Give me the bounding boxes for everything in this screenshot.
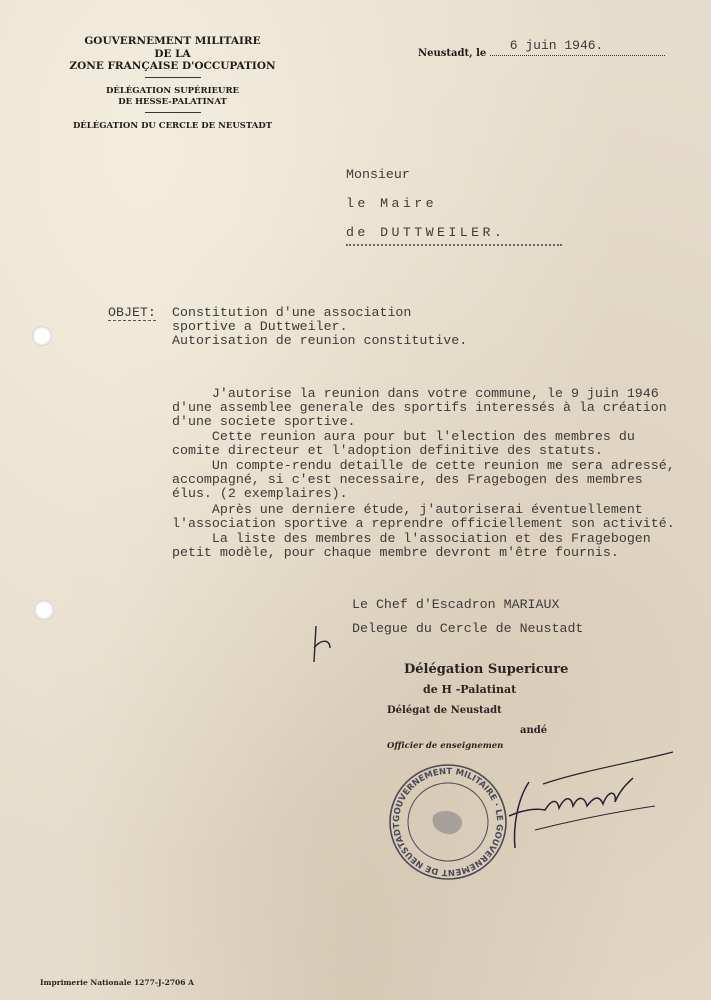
letterhead-rule-2 bbox=[145, 112, 201, 113]
stamp-line-5: Officier de enseignemen bbox=[387, 741, 504, 751]
letterhead-rule-1 bbox=[145, 77, 201, 78]
letterhead-line-2: DE LA bbox=[154, 47, 191, 60]
delegation-line-2: DE HESSE-PALATINAT bbox=[118, 96, 227, 107]
body-line-9: Après une derniere étude, j'autoriserai éventuellement bbox=[172, 502, 643, 517]
letterhead-line-1: GOUVERNEMENT MILITAIRE bbox=[84, 35, 261, 47]
punch-hole-top bbox=[32, 326, 52, 346]
body-line-12: petit modèle, pour chaque membre devront m'être fournis. bbox=[172, 545, 619, 560]
date-place: Neustadt, le bbox=[418, 48, 487, 59]
subject-line-3: Autorisation de reunion constitutive. bbox=[172, 333, 468, 348]
body-line-8: élus. (2 exemplaires). bbox=[172, 486, 348, 501]
recipient-line-2: le Maire bbox=[346, 196, 438, 211]
stamp-line-2: de H -Palatinat bbox=[423, 683, 517, 696]
body-line-1: J'autorise la reunion dans votre commune, le 9 juin 1946 bbox=[172, 386, 659, 401]
body-line-3: d'une societe sportive. bbox=[172, 414, 356, 429]
date-value: 6 juin 1946. bbox=[509, 38, 604, 53]
printer-imprint: Imprimerie Nationale 1277-J-2706 A bbox=[40, 978, 194, 987]
stamp-line-3: Délégat de Neustadt bbox=[387, 705, 502, 716]
date-line bbox=[418, 38, 670, 59]
handwritten-signature bbox=[505, 748, 685, 858]
signature-line-1: Le Chef d'Escadron MARIAUX bbox=[352, 597, 560, 612]
body-line-6: Un compte-rendu detaille de cette reunion me sera adressé, bbox=[172, 458, 675, 473]
signature-line-2: Delegue du Cercle de Neustadt bbox=[352, 621, 584, 636]
punch-hole-bottom bbox=[34, 600, 54, 620]
body-line-4: Cette reunion aura pour but l'election des membres du bbox=[172, 429, 635, 444]
recipient-line-3: de DUTTWEILER. bbox=[346, 225, 506, 240]
seal-text: GOUVERNEMENT MILITAIRE · LE GOUVERNEMENT DE NEUSTADT bbox=[391, 766, 505, 878]
delegation-line-1: DÉLÉGATION SUPÉRIEURE bbox=[105, 85, 240, 96]
recipient-underline bbox=[346, 244, 562, 246]
body-line-5: comite directeur et l'adoption definitive des statuts. bbox=[172, 443, 603, 458]
cercle-line: DÉLÉGATION DU CERCLE DE NEUSTADT bbox=[72, 120, 273, 131]
body-line-10: l'association sportive a reprendre officiellement son activité. bbox=[172, 516, 675, 531]
handwritten-initial bbox=[308, 618, 338, 666]
body-line-7: accompagné, si c'est necessaire, des Fragebogen des membres bbox=[172, 472, 643, 487]
recipient-line-1: Monsieur bbox=[346, 167, 410, 182]
body-line-11: La liste des membres de l'association et des Fragebogen bbox=[172, 531, 651, 546]
subject-line-2: sportive a Duttweiler. bbox=[172, 319, 348, 334]
official-seal bbox=[385, 760, 511, 884]
date-dotted-field bbox=[490, 38, 665, 56]
letterhead bbox=[45, 35, 300, 132]
stamp-line-4: andé bbox=[520, 725, 548, 736]
stamp-line-1: Délégation Supericure bbox=[404, 662, 569, 677]
body-line-2: d'une assemblee generale des sportifs interessés à la création bbox=[172, 400, 667, 415]
subject-label: OBJET: bbox=[108, 305, 156, 320]
subject-line-1: Constitution d'une association bbox=[172, 305, 412, 320]
letterhead-line-3: ZONE FRANÇAISE D'OCCUPATION bbox=[69, 60, 276, 72]
